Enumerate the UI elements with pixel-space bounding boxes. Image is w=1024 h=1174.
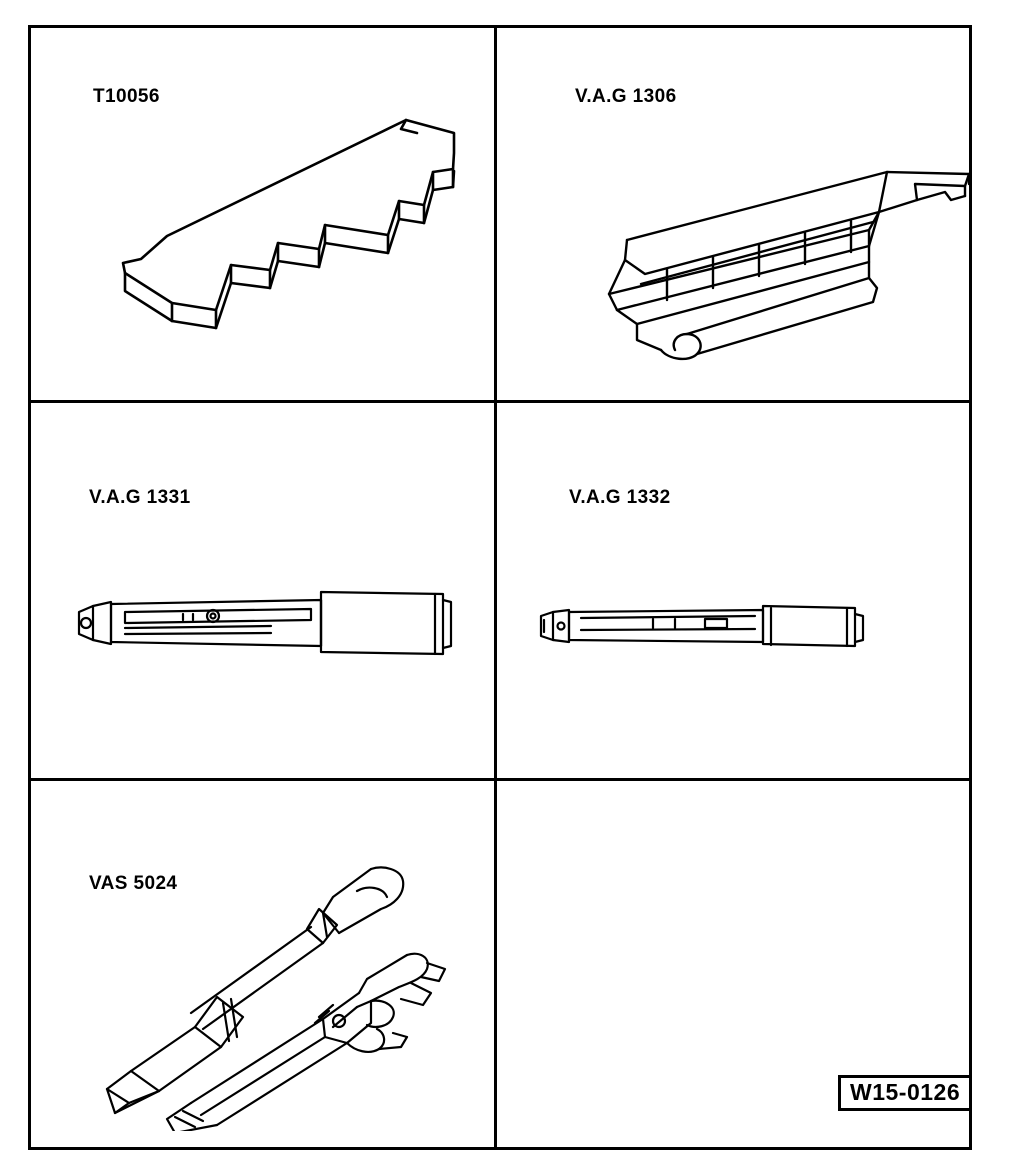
cell-vag1306 xyxy=(497,28,969,400)
tool-label-vag1331: V.A.G 1331 xyxy=(89,487,191,508)
cell-empty xyxy=(497,781,969,1147)
tool-label-vas5024: VAS 5024 xyxy=(89,873,178,894)
cell-t10056 xyxy=(31,28,494,400)
torque-wrench-small-icon xyxy=(535,588,875,688)
drip-tray-icon xyxy=(517,88,977,388)
hose-clamp-pliers-and-driver-icon xyxy=(71,851,471,1131)
tool-label-vag1306: V.A.G 1306 xyxy=(575,86,677,107)
cell-vag1332 xyxy=(497,403,969,778)
cell-vag1331 xyxy=(31,403,494,778)
figure-code-text: W15-0126 xyxy=(850,1079,961,1105)
figure-frame xyxy=(28,25,972,1150)
flat-template-plate-icon xyxy=(71,73,471,373)
tool-label-vag1332: V.A.G 1332 xyxy=(569,487,671,508)
figure-code-box xyxy=(838,1075,972,1111)
tool-label-t10056: T10056 xyxy=(93,86,160,107)
torque-wrench-large-icon xyxy=(71,578,471,698)
cell-vas5024 xyxy=(31,781,494,1147)
